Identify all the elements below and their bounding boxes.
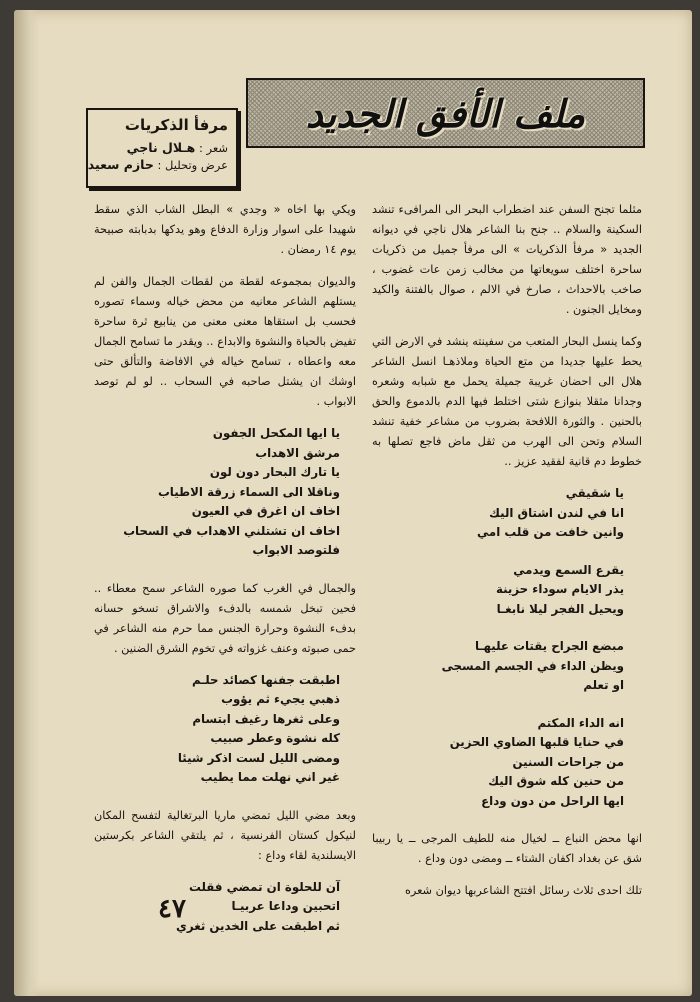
reviewer-name: حازم سعيد <box>87 157 154 172</box>
verse-line: ومضى الليل لست اذكر شيئا <box>177 750 340 765</box>
verse-line: او تعلم <box>583 678 624 692</box>
poem-stanza <box>372 561 642 620</box>
page-number: ٤٧ <box>158 894 186 924</box>
verse-line: يقرع السمع ويدمي <box>513 562 624 577</box>
article-paragraph: وكما ينسل البحار المتعب من سفينته ينشد في الارض التي يحط عليها جديدا من متع الحياة وملاذهـا انسل الشاعر هلال الى احضان غريبة جميلة يحمل مع شبابه وشعره وجدانا مثقلا بنوازع شتى اختلط فيها الدم بالدموع والحق بالحنين . والثورة اللافحة بضروب من مشاعر خفية تنشد السلام وتحن الى الهرب من ثقل ماض فاجع تصلها به خطوط دم قانية لفقيد عزيز .. <box>372 335 642 468</box>
article-paragraph: والجمال في الغرب كما صوره الشاعر سمح معطاء .. فحين تبخل شمسه بالدفء والاشراق تسخو حسانه بدفء النشوة وحرارة الجنس مما حرم منه الشاعر في حمى صبوته وعنف غزواته في تخوم الشرق الضنين . <box>94 581 356 655</box>
poem-stanza <box>94 671 356 788</box>
verse-line: وناقلا الى السماء زرقة الاطياب <box>157 484 340 499</box>
poem-info-box <box>86 108 238 188</box>
poem-stanza <box>372 714 642 812</box>
verse-line: في حنايا قلبها الضاوي الحزين <box>449 735 624 749</box>
poem-stanza <box>94 424 356 561</box>
reviewer-credit <box>87 157 228 172</box>
left-text-column <box>94 200 356 954</box>
verse-line: مبضع الجراح يقتات عليهـا <box>475 639 624 653</box>
reviewer-label: عرض وتحليل : <box>157 158 228 172</box>
poem-stanza <box>372 484 642 543</box>
verse-line: يذر الايام سوداء حزينة <box>495 582 624 596</box>
verse-line: ايها الراحل من دون وداع <box>481 793 624 808</box>
verse-line: ذهبي يجيء ثم يؤوب <box>221 692 340 706</box>
article-paragraph: تلك احدى ثلاث رسائل افتتح الشاعربها ديوان شعره <box>404 884 642 897</box>
verse-line: آن للحلوة ان تمضي فقلت <box>189 879 340 894</box>
verse-line: مرشق الاهداب <box>255 445 340 460</box>
article-paragraph: انها محض النباع ــ لخيال منه للطيف المرجى ــ يا ربيبا شق عن بغداد اكفان الشتاء ــ ومضى دون وداع . <box>372 832 642 865</box>
poet-credit <box>96 140 228 155</box>
magazine-page <box>14 10 692 996</box>
page-binding-shadow <box>14 10 40 996</box>
verse-line: غير اني نهلت مما يطيب <box>200 770 340 784</box>
right-text-column <box>372 200 642 913</box>
verse-line: كله نشوة وعطر صبيب <box>210 731 340 745</box>
poem-title: مرفأ الذكريات <box>124 116 228 134</box>
verse-line: يا تارك البحار دون لون <box>209 465 340 479</box>
poet-label: شعر : <box>198 141 228 155</box>
verse-line: من حنين كله شوق اليك <box>488 774 624 788</box>
verse-line: اتحبين وداعا عربيـا <box>231 899 340 913</box>
article-paragraph: ويكي بها اخاه « وجدي » البطل الشاب الذي سقط شهيدا على اسوار وزارة الدفاع وهو يدكها بدبابته صبيحة يوم ١٤ رمضان . <box>94 203 356 256</box>
verse-line: انا في لندن اشتاق اليك <box>489 505 624 520</box>
poet-name: هـلال ناجي <box>126 140 196 155</box>
article-paragraph: وبعد مضي الليل تمضي ماريا البرتغالية لتفسح المكان لنيكول كستان الفرنسية ، ثم يلتقي الشاعر بكرستين الايسلندية لقاء وداع : <box>94 808 356 862</box>
verse-line: اخاف ان تشتلني الاهداب في السحاب <box>123 523 340 538</box>
verse-line: اخاف ان اغرق في العيون <box>191 504 340 518</box>
verse-line: يا شقيقي <box>565 486 624 500</box>
verse-line: ويظن الداء في الجسم المسجى <box>441 658 624 673</box>
poem-stanza <box>94 878 356 937</box>
verse-line: اطبقت جفنها كصائد حلـم <box>191 672 340 687</box>
poem-stanza <box>372 637 642 696</box>
verse-line: انه الداء المكتم <box>537 715 624 730</box>
section-header-banner <box>246 78 645 148</box>
verse-line: فلتوصد الابواب <box>252 543 340 557</box>
verse-line: ثم اطبقت على الخدين ثغري <box>176 918 340 933</box>
verse-line: وعلى ثغرها رغيف ابتسام <box>192 711 340 726</box>
verse-line: يا ايها المكحل الجفون <box>212 426 340 440</box>
verse-line: وانين خافت من قلب امي <box>476 525 624 539</box>
verse-line: من جراحات السنين <box>512 754 624 769</box>
article-paragraph: مثلما تجنح السفن عند اضطراب البحر الى المرافىء تنشد السكينة والسلام .. جنح بنا الشاعر هلال ناجي في ديوانه الجديد « مرفأ الذكريات » الى مرفأ جميل من ذكريات ساحرة اختلف سويعاتها من مخالب زمن عات غضوب ، صاخب بالاحداث ، صارخ في الالم ، صوال بالفتنة والكيد ومخايل الجنون . <box>372 203 642 316</box>
verse-line: ويحيل الفجر ليلا نابغـا <box>496 601 624 616</box>
section-title: ملف الأفق الجديد <box>305 90 586 136</box>
article-paragraph: والديوان بمجموعه لقطة من لقطات الجمال والفن لم يستلهم الشاعر معانيه من محض خياله وسماء تصوره فحسب بل استقاها معنى معنى من ينابيع ثرة ساحرة تفيض بالحياة والنشوة والابداع .. ويقدر ما تسامح الجمال معه واعطاه ، تسامح خياله في الافاضة والتألق حتى اوشك ان يشتل صاحبه في السحاب .. لو لم توصد الابواب . <box>94 275 356 408</box>
